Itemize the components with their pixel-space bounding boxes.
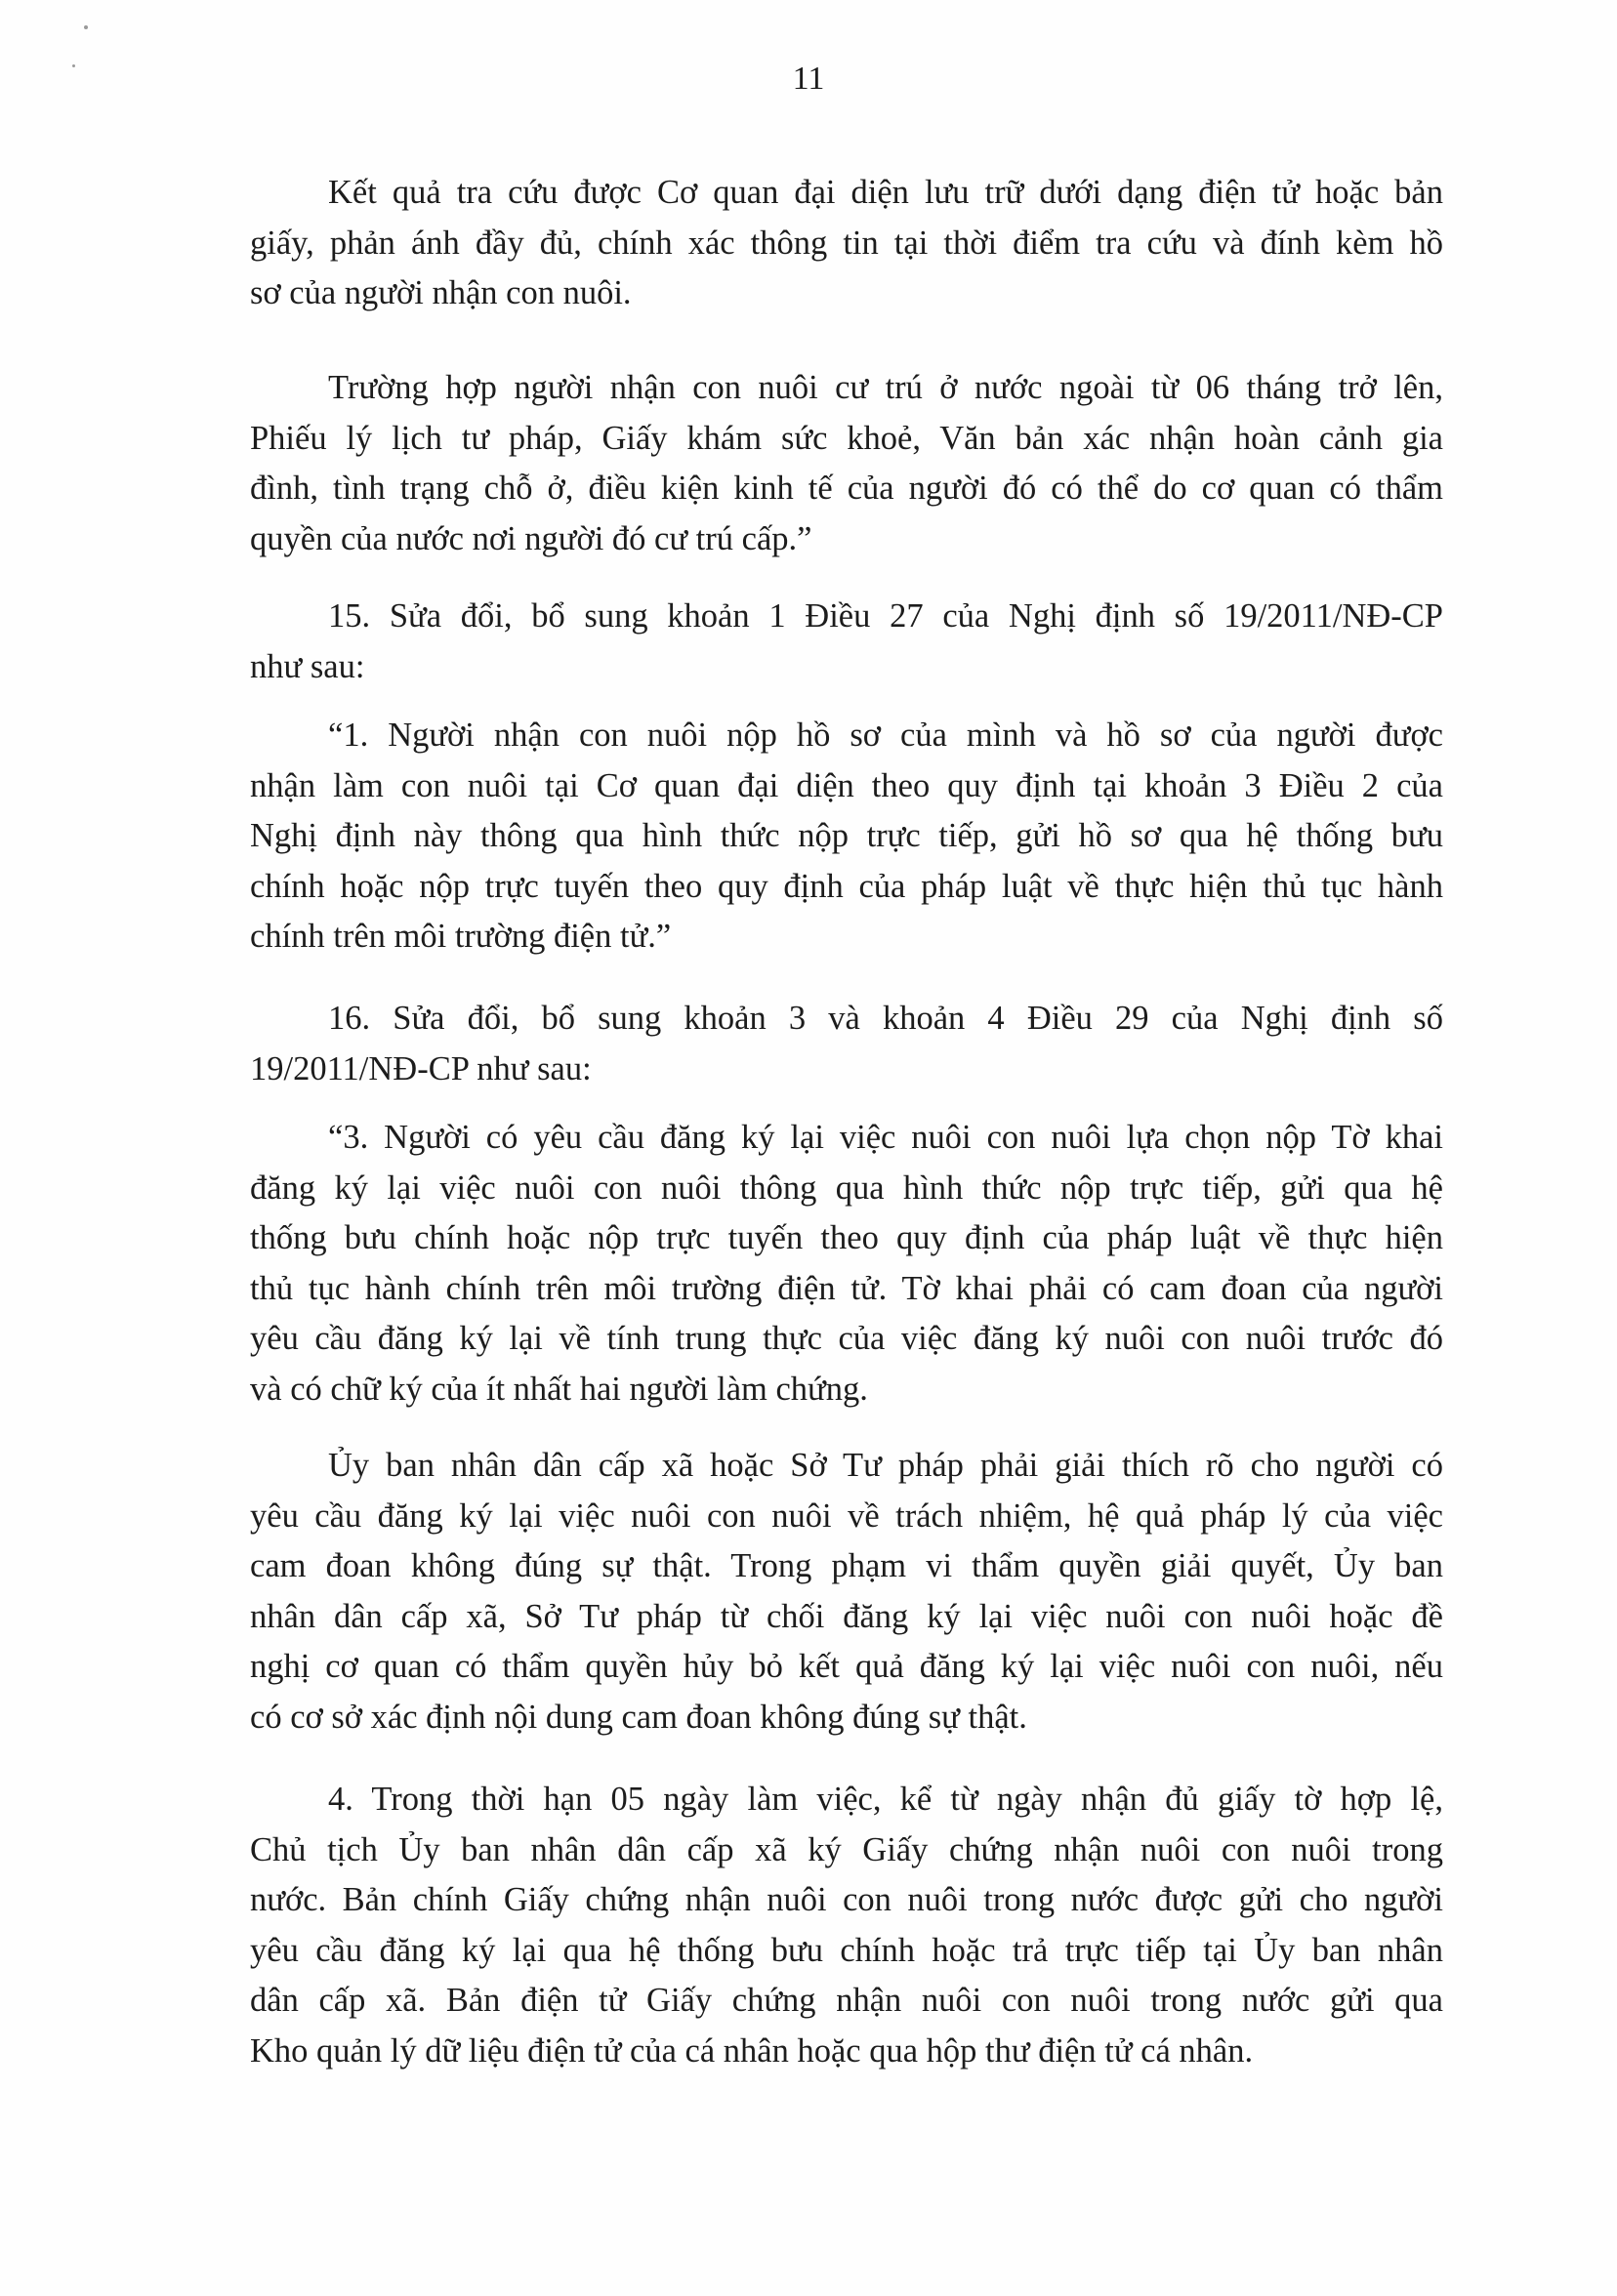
text-line: nghị cơ quan có thẩm quyền hủy bỏ kết quả đăng ký lại việc nuôi con nuôi, nếu <box>250 1648 1443 1685</box>
text-line: 16. Sửa đổi, bổ sung khoản 3 và khoản 4 Điều 29 của Nghị định số <box>328 1000 1443 1037</box>
text-line: và có chữ ký của ít nhất hai người làm chứng. <box>250 1370 868 1408</box>
text-line: Kết quả tra cứu được Cơ quan đại diện lưu trữ dưới dạng điện tử hoặc bản <box>328 174 1443 211</box>
paragraph <box>250 1441 1443 1742</box>
text-line: Trường hợp người nhận con nuôi cư trú ở nước ngoài từ 06 tháng trở lên, <box>328 369 1443 406</box>
text-line: đình, tình trạng chỗ ở, điều kiện kinh tế của người đó có thể do cơ quan có thẩm <box>250 470 1443 507</box>
text-line: yêu cầu đăng ký lại về tính trung thực của việc đăng ký nuôi con nuôi trước đó <box>250 1320 1443 1357</box>
text-line: chính hoặc nộp trực tuyến theo quy định của pháp luật về thực hiện thủ tục hành <box>250 867 1443 905</box>
scan-speck <box>84 25 88 29</box>
text-line: giấy, phản ánh đầy đủ, chính xác thông tin tại thời điểm tra cứu và đính kèm hồ <box>250 224 1443 262</box>
text-line: nhân dân cấp xã, Sở Tư pháp từ chối đăng ký lại việc nuôi con nuôi hoặc đề <box>250 1597 1443 1635</box>
text-line: thống bưu chính hoặc nộp trực tuyến theo quy định của pháp luật về thực hiện <box>250 1219 1443 1256</box>
text-line: quyền của nước nơi người đó cư trú cấp.” <box>250 519 812 557</box>
page-number: 11 <box>792 61 825 97</box>
text-line: Nghị định này thông qua hình thức nộp trực tiếp, gửi hồ sơ qua hệ thống bưu <box>250 817 1443 854</box>
paragraph <box>250 1113 1443 1414</box>
paragraph <box>250 168 1443 319</box>
text-line: yêu cầu đăng ký lại qua hệ thống bưu chính hoặc trả trực tiếp tại Ủy ban nhân <box>250 1931 1443 1969</box>
text-line: Kho quản lý dữ liệu điện tử của cá nhân hoặc qua hộp thư điện tử cá nhân. <box>250 2031 1254 2070</box>
paragraph <box>250 592 1443 692</box>
text-line: Phiếu lý lịch tư pháp, Giấy khám sức khoẻ, Văn bản xác nhận hoàn cảnh gia <box>250 419 1443 457</box>
text-line: Chủ tịch Ủy ban nhân dân cấp xã ký Giấy chứng nhận nuôi con nuôi trong <box>250 1830 1443 1868</box>
text-line: 15. Sửa đổi, bổ sung khoản 1 Điều 27 của Nghị định số 19/2011/NĐ-CP <box>328 597 1443 635</box>
text-line: nhận làm con nuôi tại Cơ quan đại diện theo quy định tại khoản 3 Điều 2 của <box>250 766 1443 804</box>
text-line: 19/2011/NĐ-CP như sau: <box>250 1049 592 1087</box>
text-line: Ủy ban nhân dân cấp xã hoặc Sở Tư pháp phải giải thích rõ cho người có <box>328 1447 1443 1484</box>
text-line: thủ tục hành chính trên môi trường điện tử. Tờ khai phải có cam đoan của người <box>250 1269 1443 1307</box>
text-line: nước. Bản chính Giấy chứng nhận nuôi con nuôi trong nước được gửi cho người <box>250 1881 1443 1918</box>
text-line: dân cấp xã. Bản điện tử Giấy chứng nhận nuôi con nuôi trong nước gửi qua <box>250 1982 1443 2019</box>
text-line: sơ của người nhận con nuôi. <box>250 274 632 311</box>
text-line: “3. Người có yêu cầu đăng ký lại việc nuôi con nuôi lựa chọn nộp Tờ khai <box>328 1119 1443 1156</box>
text-line: có cơ sở xác định nội dung cam đoan không đúng sự thật. <box>250 1698 1027 1736</box>
text-line: “1. Người nhận con nuôi nộp hồ sơ của mình và hồ sơ của người được <box>328 717 1443 754</box>
paragraph <box>250 994 1443 1094</box>
text-line: đăng ký lại việc nuôi con nuôi thông qua hình thức nộp trực tiếp, gửi qua hệ <box>250 1168 1443 1207</box>
text-line: 4. Trong thời hạn 05 ngày làm việc, kể từ ngày nhận đủ giấy tờ hợp lệ, <box>328 1781 1443 1818</box>
paragraph <box>250 363 1443 564</box>
paragraph <box>250 711 1443 963</box>
paragraph <box>250 1775 1443 2076</box>
text-line: yêu cầu đăng ký lại việc nuôi con nuôi về trách nhiệm, hệ quả pháp lý của việc <box>250 1496 1443 1535</box>
text-line: chính trên môi trường điện tử.” <box>250 918 672 955</box>
text-line: cam đoan không đúng sự thật. Trong phạm vi thẩm quyền giải quyết, Ủy ban <box>250 1547 1443 1584</box>
text-line: như sau: <box>250 647 365 685</box>
